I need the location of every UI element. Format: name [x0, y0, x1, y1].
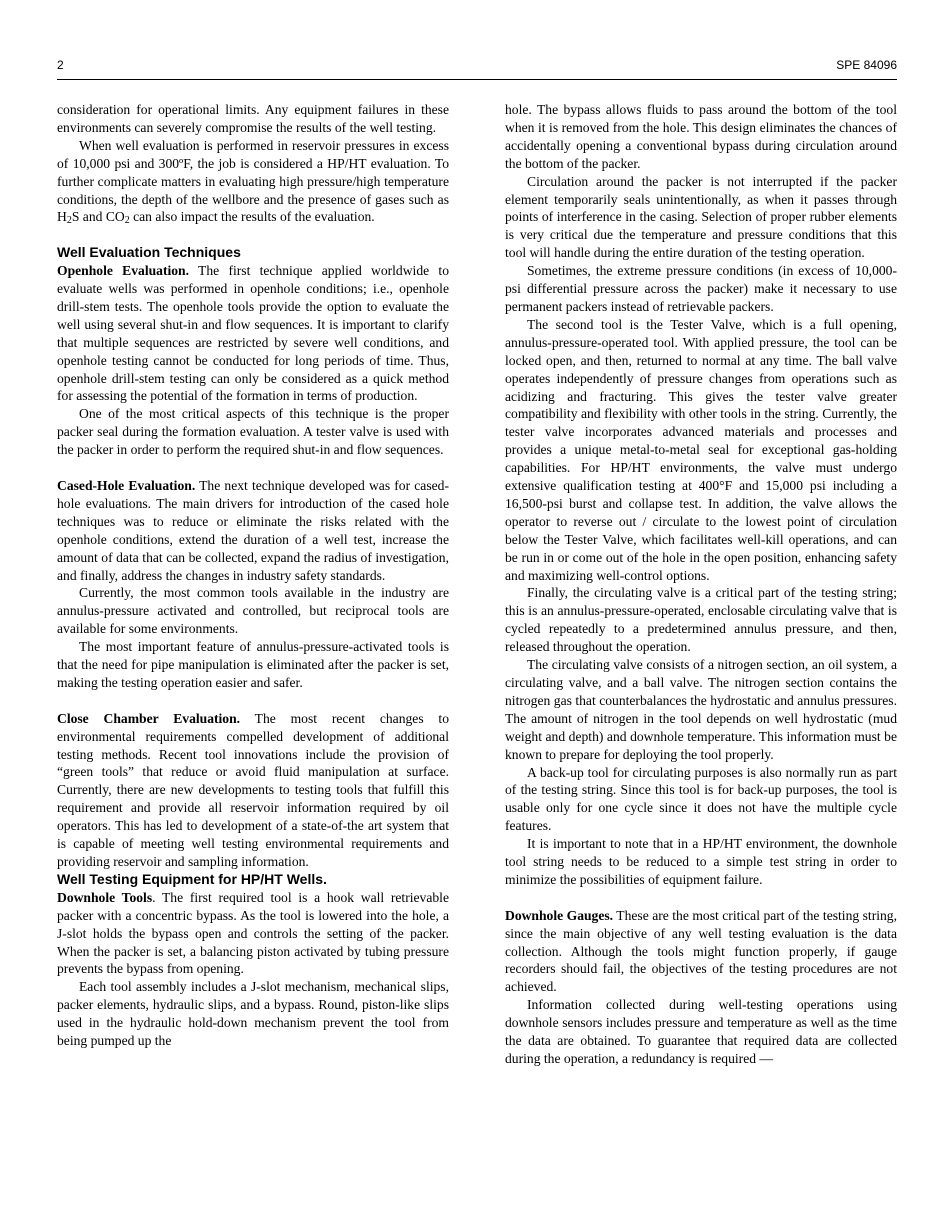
- paragraph-openhole: Openhole Evaluation. The first technique applied worldwide to evaluate wells was performed in openhole conditions; i.e., openhole drill-stem tests. The openhole tools provide the option to evaluate the well using several shut-in and flow sequences. It is important to clarify that multiple sequences are restricted by severe well conditions, and openhole testing cannot be conducted for long periods of time. Thus, openhole drill-stem testing can only be considered as a quick method for assessing the potential of the formation in terms of production.: [57, 263, 449, 404]
- paragraph-common-tools: Currently, the most common tools available in the industry are annulus-pressure activated and controlled, but reciprocal tools are available for some environments.: [57, 585, 449, 637]
- openhole-lead: Openhole Evaluation.: [57, 263, 190, 279]
- cased-hole-lead: Cased-Hole Evaluation.: [57, 478, 196, 493]
- paragraph-operational-limits: consideration for operational limits. Any equipment failures in these environments can severely compromise the results of the well testing.: [57, 102, 449, 135]
- paragraph-cased-hole: Cased-Hole Evaluation. The next technique developed was for cased-hole evaluations. The main drivers for introduction of the cased hole techniques was to reduce or eliminate the risks related with the openhole conditions, extend the duration of a well test, increase the amount of data that can be collected, expand the radius of investigation, and finally, address the changes in industry safety standards.: [57, 478, 449, 583]
- section-heading-techniques: Well Evaluation Techniques: [57, 244, 241, 261]
- paragraph-close-chamber: Close Chamber Evaluation. The most recent changes to environmental requirements compelled development of additional testing methods. Recent tool innovations include the provision of “green tools” that reduce or avoid fluid manipulation at surface. Currently, there are new developments to testing tools that fulfill this requirement and provide all reservoir information required by oil operators. This has led to development of a state-of-the art system that is capable of meeting well testing environmental requirements and providing reservoir and sampling information.: [57, 710, 450, 870]
- paragraph-hpht-definition: When well evaluation is performed in reservoir pressures in excess of 10,000 psi and 300ºF, the job is considered a HP/HT evaluation. To further complicate matters in evaluating high pressure/high temperature conditions, the depth of the wellbore and the presence of gases such as $H_2S$ and $CO_2$ can also impact the results of the evaluation.: [57, 137, 449, 227]
- paragraph-circulating-valve: Finally, the circulating valve is a critical part of the testing string; this is an annulus-pressure-operated, enclosable circulating valve that is cycled repeatedly to a predetermined annulus pressure, and then, released throughout the operation.: [505, 585, 897, 655]
- paragraph-nitrogen-section: The circulating valve consists of a nitrogen section, an oil system, a circulating valve, and a ball valve. The nitrogen section contains the nitrogen gas that counterbalances the hydrostatic and annulus pressures. The amount of nitrogen in the tool depends on well hydrostatic (mud weight and depth) and downhole temperature. This information must be known to prepare for deploying the tool properly.: [505, 657, 897, 762]
- paragraph-circulation: Circulation around the packer is not interrupted if the packer element temporarily seals unintentionally, as when it passes through points of interference in the casing. Selection of proper rubber elements is very critical due the temperature and pressure conditions that this tool will handle during the entire duration of the testing operation.: [505, 173, 897, 261]
- paragraph-downhole-gauges: Downhole Gauges. These are the most critical part of the testing string, since the main objective of any well testing evaluation is the data collection. Although the tools might function properly, if gauge recorders should fail, the objectives of the testing procedures are not achieved.: [505, 907, 897, 995]
- header-rule: [57, 79, 897, 80]
- downhole-tools-lead: Downhole Tools: [57, 889, 153, 905]
- paragraph-simple-string: It is important to note that in a HP/HT environment, the downhole tool string needs to be reduced to a simple test string in order to minimize the possibilities of equipment failure.: [505, 836, 897, 887]
- page-number: 2: [57, 58, 64, 72]
- close-chamber-lead: Close Chamber Evaluation.: [57, 710, 241, 726]
- right-column: [505, 101, 897, 1068]
- paragraph-packer-seal: One of the most critical aspects of this technique is the proper packer seal during the formation evaluation. A tester valve is used with the packer in order to perform the required shut-in and flow sequences.: [57, 406, 449, 458]
- paragraph-backup-tool: A back-up tool for circulating purposes is also normally run as part of the testing string. Since this tool is for back-up purposes, the tool is usable only for one cycle since it does not have the multiple cycle features.: [505, 764, 897, 834]
- paper-id: SPE 84096: [836, 58, 897, 72]
- running-header: [57, 58, 897, 76]
- paragraph-bypass: hole. The bypass allows fluids to pass around the bottom of the tool when it is removed from the hole. This design eliminates the chances of accidentally opening a conventional bypass during circulation around the bottom of the packer.: [505, 102, 897, 171]
- downhole-gauges-lead: Downhole Gauges.: [505, 907, 614, 923]
- section-heading-equipment: Well Testing Equipment for HP/HT Wells.: [57, 870, 327, 887]
- left-column: [57, 101, 449, 1050]
- paragraph-permanent-packers: Sometimes, the extreme pressure conditions (in excess of 10,000-psi differential pressure across the packer) make it necessary to use permanent packers instead of retrievable packers.: [505, 263, 897, 314]
- paragraph-tool-assembly: Each tool assembly includes a J-slot mechanism, mechanical slips, packer elements, hydraulic slips, and a bypass. Round, piston-like slips used in the hydraulic hold-down mechanism prevent the tool from being pumped up the: [57, 979, 449, 1049]
- paragraph-annulus-feature: The most important feature of annulus-pressure-activated tools is that the need for pipe manipulation is eliminated after the packer is set, making the testing operation easier and safer.: [57, 639, 449, 690]
- paragraph-downhole-tools: Downhole Tools. The first required tool is a hook wall retrievable packer with a concentric bypass. As the tool is lowered into the hole, a J-slot holds the bypass open and controls the setting of the packer. When the packer is set, a balancing piston activated by tubing pressure prevents the bypass from opening.: [57, 889, 449, 977]
- paragraph-tester-valve: The second tool is the Tester Valve, which is a full opening, annulus-pressure-operated tool. With applied pressure, the tool can be locked open, and then, returned to normal at any time. The ball valve operates independently of pressure changes from operations such as acidizing and fracturing. This gives the tester valve greater compatibility and flexibility with other tools in the string. Currently, the tester valve incorporates advanced materials and processes and provides a unique metal-to-metal seal for exceptional gas-holding capabilities. For HP/HT environments, the valve must undergo extensive qualification testing at 400°F and 15,000 psi including a 16,500-psi burst and collapse test. In addition, the valve allows the operator to reverse out / circulate to the lowest point of circulation below the Tester Valve, which facilitates well-kill operations, and can be run in or come out of the hole in the open position, enhancing safety and maximizing well-control options.: [505, 316, 897, 583]
- paragraph-information: Information collected during well-testing operations using downhole sensors includes pressure and temperature as well as the time the data are obtained. To guarantee that required data are collected during the operation, a redundancy is required —: [505, 997, 897, 1067]
